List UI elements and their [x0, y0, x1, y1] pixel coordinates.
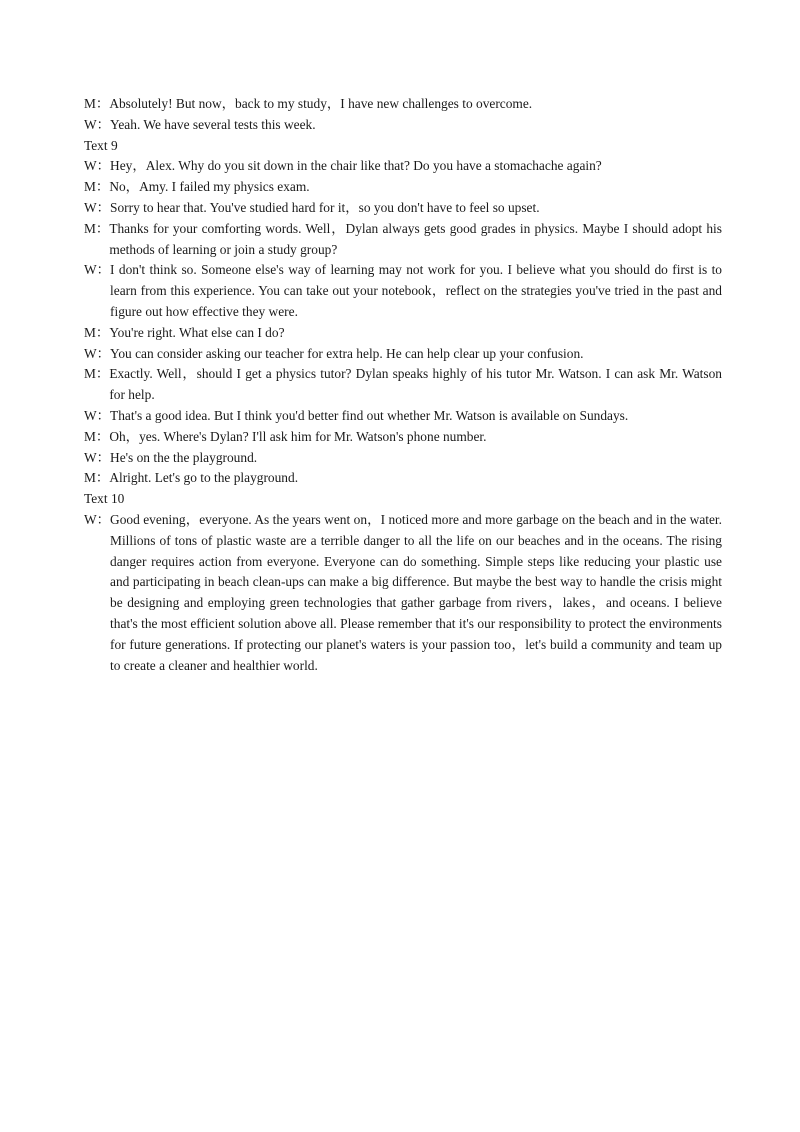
dialogue-text: Hey，Alex. Why do you sit down in the chair like that? Do you have a stomachache again? [110, 158, 602, 174]
speaker-label: W： [84, 116, 111, 132]
dialogue-line [84, 177, 722, 198]
speaker-label: W： [84, 449, 111, 465]
dialogue-line [84, 427, 722, 448]
dialogue-line [84, 468, 722, 489]
monologue-paragraph [84, 510, 722, 676]
dialogue-line [84, 219, 722, 261]
speaker-label: M： [84, 220, 110, 236]
dialogue-text: Thanks for your comforting words. Well，Dylan always gets good grades in physics. Maybe I should adopt his methods of learning or join a study group? [109, 220, 722, 257]
dialogue-text: No，Amy. I failed my physics exam. [109, 179, 310, 195]
dialogue-line [84, 156, 722, 177]
dialogue-text: Exactly. Well，should I get a physics tutor? Dylan speaks highly of his tutor Mr. Watson. I can ask Mr. Watson for help. [109, 366, 722, 403]
dialogue-text: Absolutely! But now，back to my study，I have new challenges to overcome. [109, 96, 533, 111]
speaker-label: M： [84, 470, 110, 486]
dialogue-line [84, 406, 722, 427]
speaker-label: M： [84, 366, 110, 382]
speaker-label: W： [84, 345, 111, 361]
dialogue-text: Yeah. We have several tests this week. [110, 116, 316, 132]
dialogue-text: Sorry to hear that. You've studied hard for it，so you don't have to feel so upset. [110, 199, 540, 215]
dialogue-line [84, 260, 722, 322]
speaker-label: M： [84, 428, 110, 444]
section-heading-text-10: Text 10 [84, 491, 125, 507]
dialogue-line [84, 364, 722, 406]
dialogue-text: Alright. Let's go to the playground. [109, 470, 299, 486]
dialogue-text: I don't think so. Someone else's way of learning may not work for you. I believe what you should do first is to learn from this experience. You can take out your notebook，reflect on the strategies you've tried in the past and figure out how effective they were. [110, 262, 722, 319]
speaker-label: M： [84, 324, 110, 340]
dialogue-line [84, 448, 722, 469]
dialogue-text: You can consider asking our teacher for extra help. He can help clear up your confusion. [110, 345, 584, 361]
dialogue-line [84, 115, 722, 136]
speaker-label: W： [84, 407, 111, 423]
dialogue-text: He's on the the playground. [110, 449, 258, 465]
dialogue-text: That's a good idea. But I think you'd better find out whether Mr. Watson is available on Sundays. [110, 407, 629, 423]
speaker-label: W： [84, 158, 111, 174]
section-heading-text-9: Text 9 [84, 137, 118, 153]
speaker-label: M： [84, 179, 110, 195]
dialogue-line [84, 344, 722, 365]
speaker-label: W： [84, 511, 111, 527]
dialogue-text: Oh，yes. Where's Dylan? I'll ask him for Mr. Watson's phone number. [109, 428, 487, 444]
dialogue-text: You're right. What else can I do? [109, 324, 285, 340]
transcript-page [84, 94, 722, 676]
dialogue-line [84, 323, 722, 344]
dialogue-line [84, 94, 722, 115]
speaker-label: M： [84, 96, 110, 111]
speaker-label: W： [84, 262, 111, 278]
dialogue-line [84, 198, 722, 219]
monologue-text: Good evening，everyone. As the years went on，I noticed more and more garbage on the beach and in the water. Millions of tons of plastic waste are a terrible danger to all the life on our beaches and in the oceans. The rising danger requires action from everyone. Everyone can do something. Simple steps like reducing your plastic use and participating in beach clean-ups can make a big difference. But maybe the best way to handle the crisis might be designing and employing green technologies that gather garbage from rivers，lakes，and oceans. I believe that's the most efficient solution above all. Please remember that it's our responsibility to protect the environments for future generations. If protecting our planet's waters is your passion too，let's build a community and team up to create a cleaner and healthier world. [110, 511, 722, 673]
speaker-label: W： [84, 199, 111, 215]
